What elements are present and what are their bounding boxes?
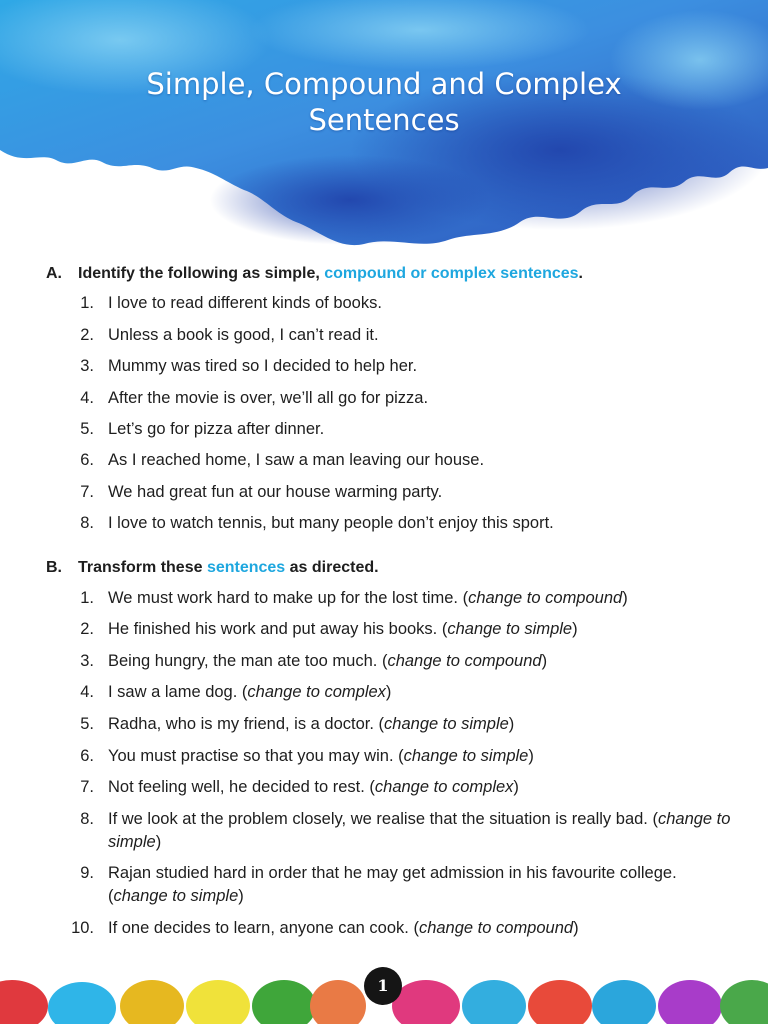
title-line-2: Sentences [308, 103, 460, 137]
section-a-heading-end: . [578, 265, 583, 282]
list-item [46, 650, 736, 673]
item-close: ) [385, 683, 392, 702]
item-direction: change to simple [113, 887, 239, 906]
item-close: ) [573, 918, 579, 937]
section-a-heading [46, 264, 736, 284]
item-direction: change to compound [387, 651, 542, 670]
item-number: 3. [80, 651, 94, 670]
item-number: 10. [71, 918, 94, 937]
section-a-heading-text: Identify the following as simple, [78, 265, 325, 282]
item-text: Rajan studied hard in order that he may get admission in his favourite college. ( [108, 864, 677, 906]
item-text: We had great fun at our house warming party. [108, 482, 443, 501]
item-number: 5. [80, 419, 94, 438]
item-text: I love to read different kinds of books. [108, 294, 382, 313]
item-number: 1. [80, 294, 94, 313]
title-line-1: Simple, Compound and Complex [146, 67, 622, 101]
section-b-letter: B. [46, 559, 62, 576]
item-direction: change to complex [374, 778, 514, 797]
item-number: 3. [80, 357, 94, 376]
item-close: ) [155, 832, 162, 851]
section-b-heading-end: as directed. [285, 559, 379, 576]
item-close: ) [528, 746, 534, 765]
list-item [46, 355, 736, 378]
item-close: ) [513, 778, 519, 797]
item-text: He finished his work and put away his books. ( [108, 620, 448, 639]
item-direction: change to compound [418, 918, 574, 937]
item-text: Let’s go for pizza after dinner. [108, 419, 325, 438]
list-item [46, 512, 736, 535]
item-number: 4. [80, 683, 94, 702]
item-text: Radha, who is my friend, is a doctor. ( [108, 714, 385, 733]
item-text: Not feeling well, he decided to rest. ( [108, 778, 375, 797]
item-direction: change to simple [384, 714, 509, 733]
list-item [46, 481, 736, 504]
list-item [46, 713, 736, 736]
item-text: As I reached home, I saw a man leaving our house. [108, 451, 485, 470]
item-number: 7. [80, 778, 94, 797]
item-number: 9. [80, 864, 94, 883]
item-number: 7. [80, 482, 94, 501]
item-text: We must work hard to make up for the lost time. ( [108, 588, 469, 607]
item-number: 8. [80, 514, 94, 533]
section-a [46, 264, 736, 535]
item-text: Being hungry, the man ate too much. ( [108, 651, 388, 670]
item-text: If one decides to learn, anyone can cook. ( [108, 918, 419, 937]
item-direction: change to simple [447, 620, 573, 639]
section-b-list [46, 587, 736, 940]
item-close: ) [508, 714, 515, 733]
list-item [46, 917, 736, 940]
section-a-list [46, 292, 736, 535]
list-item [46, 324, 736, 347]
item-close: ) [238, 887, 244, 906]
item-text: Mummy was tired so I decided to help her. [108, 357, 418, 376]
list-item [46, 681, 736, 704]
item-text: If we look at the problem closely, we realise that the situation is really bad. ( [108, 809, 658, 828]
list-item [46, 862, 736, 908]
item-direction: change to simple [108, 809, 731, 851]
item-text: I love to watch tennis, but many people don’t enjoy this sport. [108, 514, 554, 533]
list-item [46, 387, 736, 410]
item-direction: change to complex [247, 683, 386, 702]
watercolor-header [0, 0, 768, 250]
item-text: You must practise so that you may win. ( [108, 746, 404, 765]
section-b [46, 558, 736, 940]
list-item [46, 808, 736, 854]
list-item [46, 618, 736, 641]
section-b-heading-text: Transform these [78, 559, 207, 576]
list-item [46, 745, 736, 768]
section-b-heading [46, 558, 736, 578]
item-number: 2. [80, 325, 94, 344]
item-number: 4. [80, 388, 94, 407]
item-close: ) [541, 651, 548, 670]
list-item [46, 587, 736, 610]
item-text: I saw a lame dog. ( [108, 683, 248, 702]
item-close: ) [572, 620, 578, 639]
list-item [46, 449, 736, 472]
list-item [46, 418, 736, 441]
section-a-heading-accent: compound or complex sentences [324, 265, 579, 282]
list-item [46, 292, 736, 315]
item-number: 1. [80, 588, 94, 607]
page-title [0, 66, 768, 138]
item-number: 5. [80, 714, 94, 733]
item-number: 8. [80, 809, 94, 828]
section-a-letter: A. [46, 265, 62, 282]
list-item [46, 776, 736, 799]
item-number: 2. [80, 620, 94, 639]
item-text: Unless a book is good, I can’t read it. [108, 325, 379, 344]
item-text: After the movie is over, we’ll all go for pizza. [108, 388, 429, 407]
section-b-heading-accent: sentences [206, 559, 286, 576]
item-direction: change to compound [468, 588, 623, 607]
item-number: 6. [80, 451, 94, 470]
page-number-badge: 1 [364, 967, 402, 1005]
item-close: ) [622, 588, 628, 607]
item-number: 6. [80, 746, 94, 765]
item-direction: change to simple [403, 746, 529, 765]
